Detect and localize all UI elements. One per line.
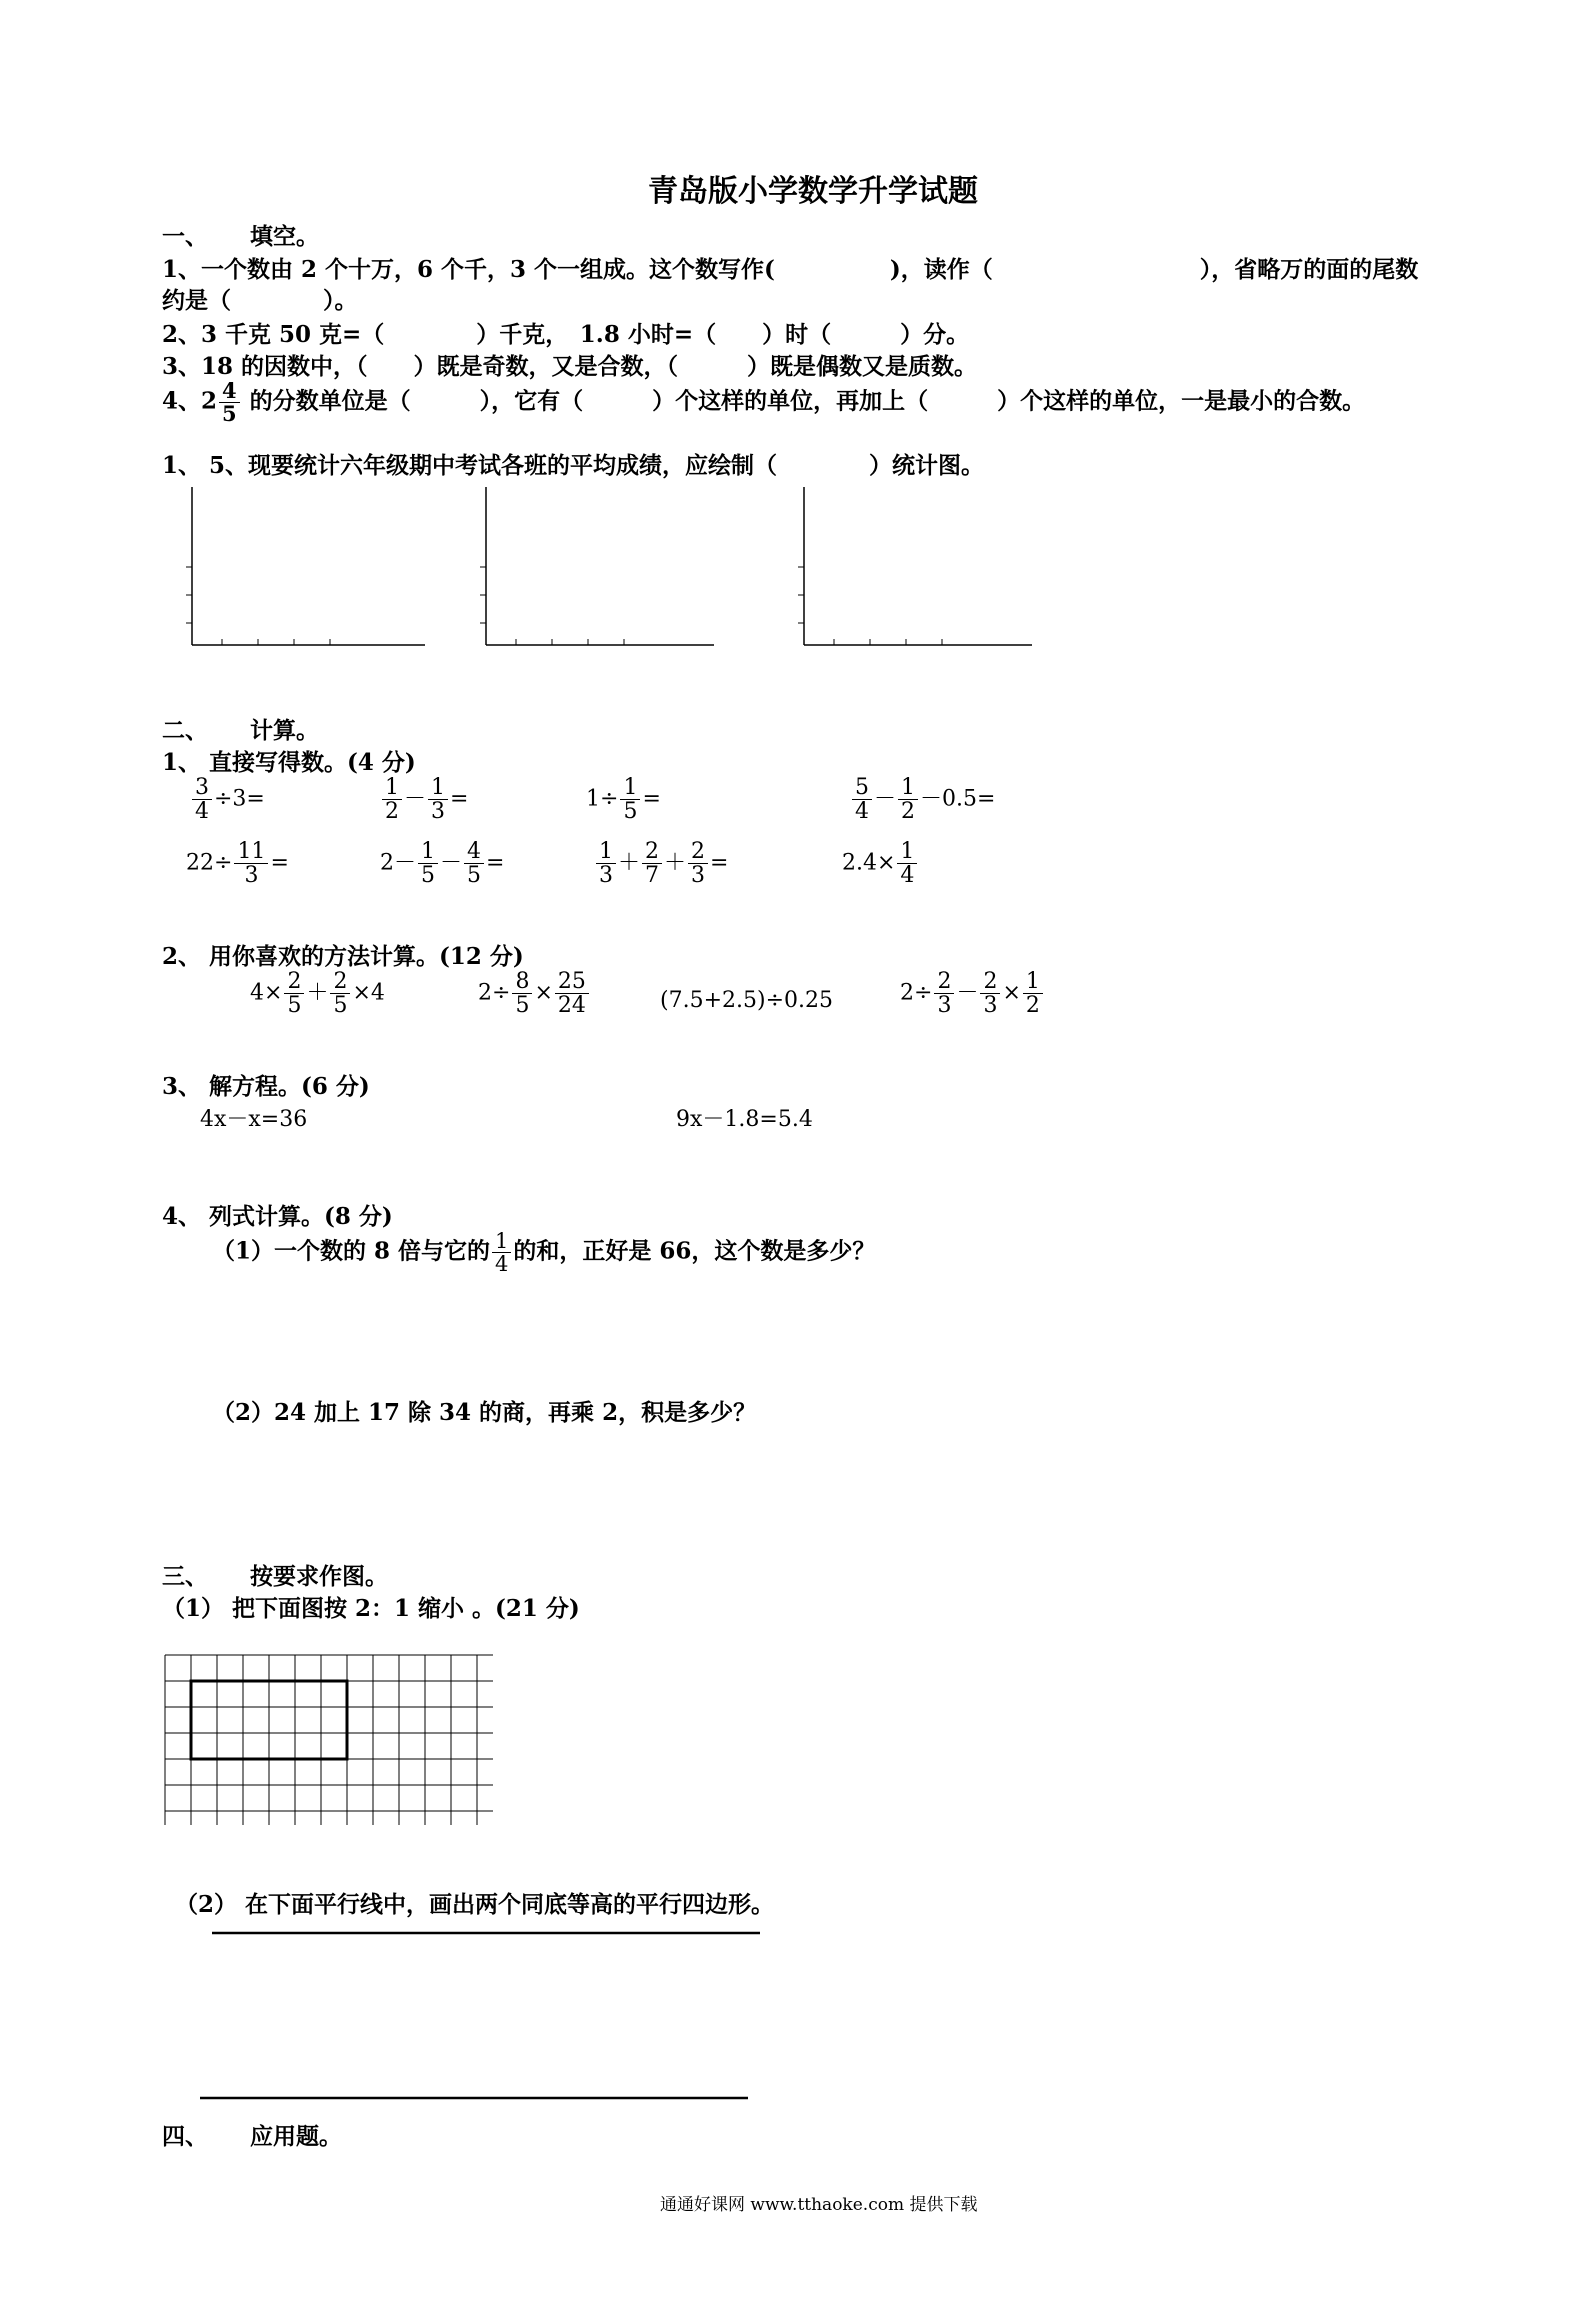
drawing-grid	[165, 1655, 505, 1835]
expr-2-1-f: 2－ $\frac{1}{5}$ － $\frac{4}{5}$ =	[380, 839, 505, 889]
question-1-2: 2、3 千克 50 克=（ ）千克， 1.8 小时=（ ）时（ ）分。	[162, 321, 970, 348]
section-4-heading: 应用题。	[250, 2123, 342, 2150]
drawing-task-1: （1） 把下面图按 2：1 缩小 。(21 分)	[162, 1595, 580, 1622]
question-1-5: 1、 5、现要统计六年级期中考试各班的平均成绩，应绘制（ ）统计图。	[162, 452, 985, 479]
part-2-4-title: 4、 列式计算。(8 分)	[162, 1203, 393, 1230]
expr-2-1-e: 22÷ $\frac{11}{3}$ =	[186, 839, 289, 889]
section-3-heading: 按要求作图。	[250, 1563, 388, 1590]
expr-2-2-a: 4× $\frac{2}{5}$ ＋ $\frac{2}{5}$ ×4	[250, 969, 385, 1019]
question-1-3: 3、18 的因数中，（ ）既是奇数，又是合数，（ ）既是偶数又是质数。	[162, 353, 978, 380]
question-1-1-line2: 约是（ ）。	[162, 287, 358, 314]
mixed-number-fraction	[219, 380, 240, 425]
footer-credit: 通通好课网 www.tthaoke.com 提供下载	[660, 2195, 978, 2215]
fraction-numerator: 4	[219, 380, 240, 403]
question-1-4	[162, 380, 1365, 425]
section-1-number: 一、	[162, 223, 208, 250]
question-1-4-text: 的分数单位是（ ），它有（ ）个这样的单位，再加上（ ）个这样的单位，一是最小的合数。	[249, 387, 1366, 415]
word-problem-1: （1）一个数的 8 倍与它的 $\frac{1}{4}$ 的和，正好是 66，这个数是多少？	[212, 1229, 876, 1277]
page-title: 青岛版小学数学升学试题	[648, 174, 978, 209]
drawing-task-2: （2） 在下面平行线中，画出两个同底等高的平行四边形。	[175, 1891, 775, 1918]
expr-2-2-b: 2÷ $\frac{8}{5}$ × $\frac{25}{24}$	[478, 970, 591, 1017]
parallel-line-bottom	[200, 2097, 760, 2101]
fraction-denominator: 5	[222, 401, 237, 427]
expr-2-1-g: $\frac{1}{3}$ ＋ $\frac{2}{7}$ ＋ $\frac{2}{3}$ =	[594, 840, 728, 887]
section-2-number: 二、	[162, 717, 208, 744]
blank-chart-axes-1	[180, 487, 430, 657]
section-3-number: 三、	[162, 1563, 208, 1590]
equation-b: 9x－1.8=5.4	[676, 1107, 813, 1132]
word-problem-2: （2）24 加上 17 除 34 的商，再乘 2，积是多少？	[212, 1399, 757, 1426]
expr-2-1-b: $\frac{1}{2}$ － $\frac{1}{3}$ =	[380, 776, 468, 823]
expr-2-1-c: 1÷ $\frac{1}{5}$ =	[586, 775, 661, 825]
blank-chart-axes-2	[474, 487, 724, 657]
expr-2-2-c: (7.5+2.5)÷0.25	[660, 988, 833, 1013]
parallel-line-top	[212, 1932, 772, 1936]
question-1-4-prefix: 4、	[162, 387, 202, 415]
blank-chart-axes-3	[792, 487, 1042, 657]
section-2-heading: 计算。	[250, 717, 319, 744]
expr-2-1-h: 2.4× $\frac{1}{4}$	[842, 840, 919, 887]
mixed-number-whole: 2	[201, 387, 218, 415]
section-1-heading: 填空。	[250, 223, 319, 250]
question-1-1-line1: 1、一个数由 2 个十万，6 个千，3 个一组成。这个数写作( )，读作（ ），省略万的面的尾数	[162, 256, 1419, 283]
equation-a: 4x－x=36	[200, 1107, 308, 1132]
expr-2-1-a: $\frac{3}{4}$ ÷3=	[190, 776, 265, 823]
part-2-1-title: 1、 直接写得数。(4 分)	[162, 749, 416, 776]
expr-2-2-d: 2÷ $\frac{2}{3}$ － $\frac{2}{3}$ × $\frac{1}{2}$	[900, 970, 1045, 1017]
part-2-2-title: 2、 用你喜欢的方法计算。(12 分)	[162, 943, 524, 970]
expr-2-1-d: $\frac{5}{4}$ － $\frac{1}{2}$ －0.5=	[850, 776, 995, 823]
section-4-number: 四、	[162, 2123, 208, 2150]
part-2-3-title: 3、 解方程。(6 分)	[162, 1073, 370, 1100]
